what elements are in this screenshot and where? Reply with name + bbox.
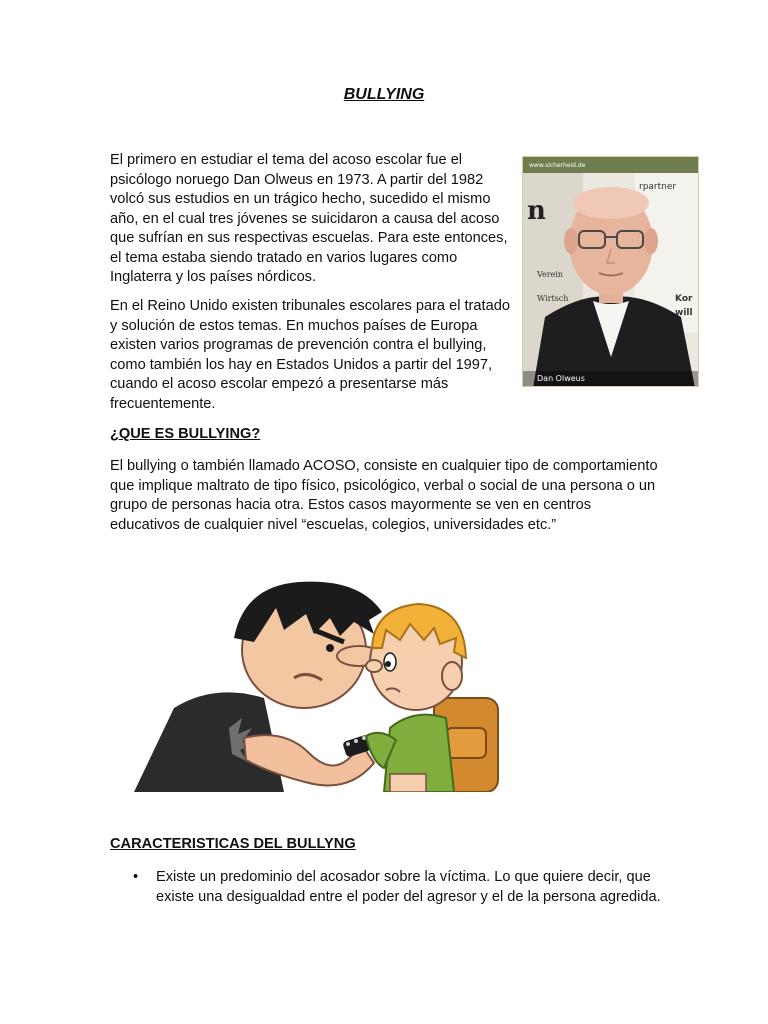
bg-word-partner: rpartner (639, 182, 677, 192)
intro-paragraph-2: En el Reino Unido existen tribunales escolares para el tratado y solución de estos temas. En muchos países de Europa existen varios programas de prevención contra el bullying, como también los hay en Estados Unidos a partir del 1997, cuando el acoso escolar empezó a presentarse más frecuentemente. (110, 298, 510, 412)
bg-word-kor: Kor (675, 294, 693, 304)
photo-caption: Dan Olweus (537, 374, 585, 383)
bullet-icon: • (133, 869, 139, 885)
bg-word-verein: Verein (537, 270, 564, 279)
bg-word-will: will (675, 308, 693, 318)
bg-word-wirtsch: Wirtsch (537, 294, 569, 303)
portrait-illustration (523, 157, 699, 387)
section-heading-what-is: ¿QUE ES BULLYING? (110, 426, 261, 442)
bg-word-n: n (527, 196, 546, 226)
intro-paragraph-1: El primero en estudiar el tema del acoso escolar fue el psicólogo noruego Dan Olweus en 1973. A partir del 1982 volcó sus estudios en un trágico hecho, sucedido el mismo año, en el cual tres jóvenes se suicidaron a causa del acoso que sufrían en sus respectivas escuelas. Para este entonces, el tema estaba siendo tratado en varios lugares como Inglaterra y los países nórdicos. (110, 152, 508, 285)
list-item (133, 868, 663, 907)
what-is-paragraph: El bullying o también llamado ACOSO, consiste en cualquier tipo de comportamiento que implique maltrato de tipo físico, psicológico, verbal o social de una persona o un grupo de personas hacia otra. Estos casos mayormente se ven en centros educativos de cualquier nivel “escuelas, colegios, universidades etc.” (110, 458, 658, 533)
photo-website-text: www.sicherheid.de (529, 162, 586, 169)
list-item-text: Existe un predominio del acosador sobre la víctima. Lo que quiere decir, que existe una desigualdad entre el poder del agresor y el de la persona agredida. (156, 869, 661, 905)
characteristics-list (133, 868, 663, 907)
dan-olweus-photo (522, 156, 699, 387)
section-heading-characteristics: CARACTERISTICAS DEL BULLYNG (110, 836, 356, 852)
bullying-cartoon (134, 578, 504, 792)
cartoon-illustration (134, 578, 504, 792)
page-title: BULLYING (343, 86, 425, 103)
